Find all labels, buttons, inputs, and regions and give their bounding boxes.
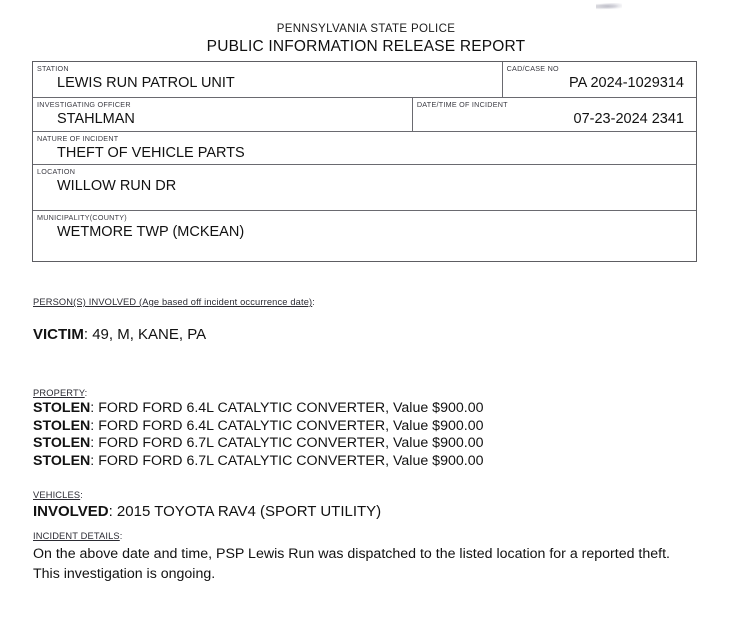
- field-nature-of-incident-label: NATURE OF INCIDENT: [37, 134, 119, 143]
- list-item: [33, 418, 483, 436]
- vehicle-separator: :: [108, 503, 117, 520]
- persons-involved-list: [33, 325, 206, 345]
- field-date-time-of-incident: [412, 98, 696, 131]
- field-location-label: LOCATION: [37, 167, 76, 176]
- field-cad-case-no: [502, 62, 696, 97]
- scan-artifact-speck: [596, 3, 622, 10]
- vehicle-status: INVOLVED: [33, 503, 109, 520]
- list-item: [33, 453, 483, 471]
- property-detail: FORD FORD 6.7L CATALYTIC CONVERTER, Value $900.00: [98, 452, 484, 469]
- property-separator: :: [90, 400, 99, 416]
- property-separator: :: [90, 435, 99, 451]
- field-station-label: STATION: [37, 64, 69, 73]
- field-station: [33, 62, 502, 97]
- incident-details-body: On the above date and time, PSP Lewis Run was dispatched to the listed location for a reported theft. This investigation is ongoing.: [33, 546, 670, 582]
- property-label: PROPERTY: [33, 388, 85, 398]
- property-list: [33, 400, 483, 470]
- property-status: STOLEN: [33, 400, 91, 416]
- property-status: STOLEN: [33, 417, 91, 434]
- persons-involved-label-suffix: :: [312, 297, 316, 307]
- field-municipality-county: [33, 211, 696, 261]
- field-location: [33, 165, 696, 210]
- vehicles-section: [33, 489, 381, 522]
- property-label-suffix: :: [84, 388, 88, 398]
- field-location-value: WILLOW RUN DR: [57, 178, 177, 194]
- field-station-value: LEWIS RUN PATROL UNIT: [57, 75, 235, 91]
- incident-details-label-suffix: :: [119, 531, 123, 541]
- table-row: [33, 62, 696, 98]
- field-cad-case-no-value: PA 2024-1029314: [568, 75, 684, 91]
- page-title: PUBLIC INFORMATION RELEASE REPORT: [206, 38, 526, 55]
- table-row: [33, 211, 696, 261]
- person-separator: :: [83, 326, 93, 343]
- list-item: [33, 400, 483, 418]
- persons-involved-section-label: [33, 296, 315, 308]
- field-cad-case-no-label: CAD/CASE NO: [506, 64, 559, 73]
- property-detail: FORD FORD 6.4L CATALYTIC CONVERTER, Value $900.00: [98, 400, 484, 416]
- field-investigating-officer: [33, 98, 412, 131]
- field-investigating-officer-label: INVESTIGATING OFFICER: [37, 100, 131, 109]
- incident-field-table: [32, 61, 697, 262]
- list-item: [33, 502, 381, 522]
- vehicles-label-suffix: :: [80, 490, 83, 500]
- field-date-time-of-incident-label: DATE/TIME OF INCIDENT: [416, 100, 508, 109]
- table-row: [33, 98, 696, 132]
- table-row: [33, 132, 696, 165]
- property-separator: :: [90, 417, 99, 434]
- property-status: STOLEN: [33, 435, 91, 451]
- agency-name: PENNSYLVANIA STATE POLICE: [276, 23, 456, 35]
- field-municipality-county-label: MUNICIPALITY(COUNTY): [37, 213, 127, 222]
- field-nature-of-incident: [33, 132, 696, 164]
- field-investigating-officer-value: STAHLMAN: [57, 111, 135, 127]
- persons-involved-label: PERSON(S) INVOLVED (Age based off incident occurrence date): [33, 297, 313, 307]
- field-date-time-of-incident-value: 07-23-2024 2341: [573, 111, 684, 127]
- incident-details-section: [33, 530, 685, 584]
- property-detail: FORD FORD 6.4L CATALYTIC CONVERTER, Value $900.00: [98, 417, 484, 434]
- list-item: [33, 325, 206, 345]
- vehicle-detail: 2015 TOYOTA RAV4 (SPORT UTILITY): [116, 503, 382, 520]
- field-municipality-county-value: WETMORE TWP (MCKEAN): [57, 224, 245, 240]
- property-section: [33, 387, 483, 470]
- property-detail: FORD FORD 6.7L CATALYTIC CONVERTER, Value $900.00: [98, 435, 484, 451]
- vehicles-label: VEHICLES: [33, 490, 81, 500]
- property-status: STOLEN: [33, 452, 91, 469]
- person-role: VICTIM: [33, 326, 84, 343]
- incident-details-label: INCIDENT DETAILS: [33, 531, 120, 541]
- table-row: [33, 165, 696, 211]
- field-nature-of-incident-value: THEFT OF VEHICLE PARTS: [57, 145, 245, 161]
- person-detail: 49, M, KANE, PA: [92, 326, 207, 343]
- document-header: [0, 22, 732, 57]
- list-item: [33, 435, 483, 453]
- property-separator: :: [90, 452, 99, 469]
